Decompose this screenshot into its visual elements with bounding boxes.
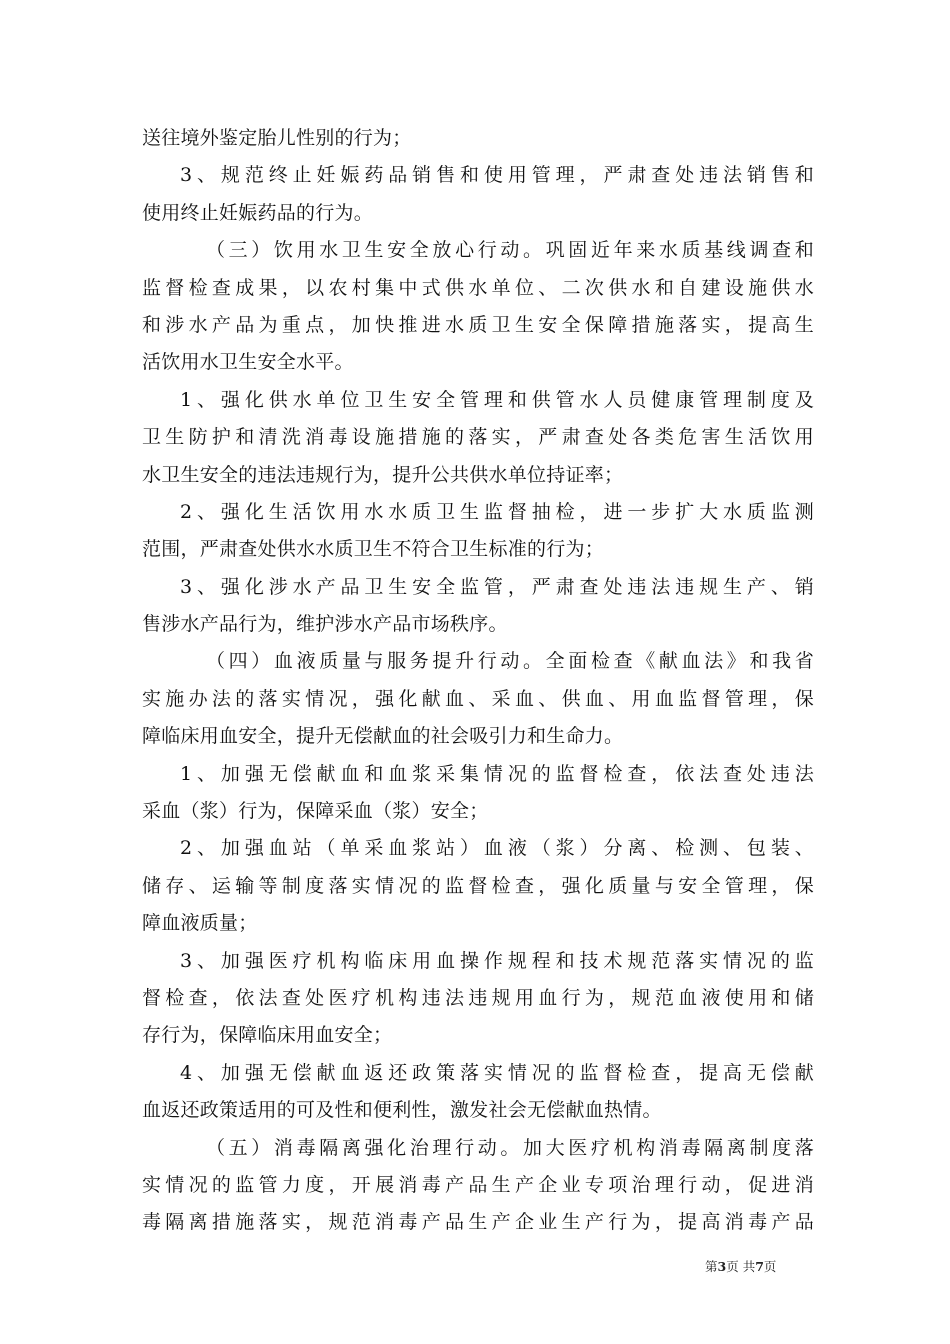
text-line: 1、强化供水单位卫生安全管理和供管水人员健康管理制度及 <box>180 388 814 411</box>
text-line: 2、加强血站（单采血浆站）血液（浆）分离、检测、包装、 <box>180 837 814 860</box>
text-line: 3、规范终止妊娠药品销售和使用管理，严肃查处违法销售和 <box>180 164 814 187</box>
text-line: 存行为，保障临床用血安全； <box>142 1024 393 1047</box>
text-line: 储存、运输等制度落实情况的监督检查，强化质量与安全管理，保 <box>142 874 814 897</box>
text-line: 1、加强无偿献血和血浆采集情况的监督检查，依法查处违法 <box>180 762 814 785</box>
text-line: 水卫生安全的违法违规行为，提升公共供水单位持证率； <box>142 463 624 486</box>
footer-suffix: 页 <box>763 1259 777 1274</box>
text-line: 监督检查成果，以农村集中式供水单位、二次供水和自建设施供水 <box>142 276 814 299</box>
current-page-number: 3 <box>717 1259 727 1274</box>
text-line: 和涉水产品为重点，加快推进水质卫生安全保障措施落实，提高生 <box>142 313 814 336</box>
text-line: 采血（浆）行为，保障采血（浆）安全； <box>142 800 489 823</box>
text-line: 范围，严肃查处供水水质卫生不符合卫生标准的行为； <box>142 538 605 561</box>
text-line: 实施办法的落实情况，强化献血、采血、供血、用血监督管理，保 <box>142 687 814 710</box>
text-line: 3、加强医疗机构临床用血操作规程和技术规范落实情况的监 <box>180 949 814 972</box>
text-line: 卫生防护和清洗消毒设施措施的落实，严肃查处各类危害生活饮用 <box>142 426 814 449</box>
text-line: 活饮用水卫生安全水平。 <box>142 351 354 374</box>
text-line: 2、强化生活饮用水水质卫生监督抽检，进一步扩大水质监测 <box>180 500 814 523</box>
text-line: 实情况的监管力度，开展消毒产品生产企业专项治理行动，促进消 <box>142 1173 814 1196</box>
text-line: 毒隔离措施落实，规范消毒产品生产企业生产行为，提高消毒产品 <box>142 1211 814 1234</box>
text-line: 障血液质量； <box>142 912 258 935</box>
total-pages-number: 7 <box>755 1259 764 1274</box>
page-number-footer <box>705 1257 776 1275</box>
text-line: 障临床用血安全，提升无偿献血的社会吸引力和生命力。 <box>142 725 624 748</box>
section-heading-line: （四）血液质量与服务提升行动。全面检查《献血法》和我省 <box>206 650 814 673</box>
text-line: 督检查，依法查处医疗机构违法违规用血行为，规范血液使用和储 <box>142 986 814 1009</box>
footer-middle: 页 共 <box>726 1259 756 1274</box>
text-line: 售涉水产品行为，维护涉水产品市场秩序。 <box>142 613 508 636</box>
text-line: 送往境外鉴定胎儿性别的行为； <box>142 127 412 149</box>
text-line: 使用终止妊娠药品的行为。 <box>142 201 374 224</box>
section-heading-line: （五）消毒隔离强化治理行动。加大医疗机构消毒隔离制度落 <box>206 1136 814 1159</box>
section-heading-line: （三）饮用水卫生安全放心行动。巩固近年来水质基线调查和 <box>206 239 814 262</box>
text-line: 4、加强无偿献血返还政策落实情况的监督检查，提高无偿献 <box>180 1061 814 1084</box>
text-line: 3、强化涉水产品卫生安全监管，严肃查处违法违规生产、销 <box>180 575 814 598</box>
document-body <box>142 120 814 1242</box>
text-line: 血返还政策适用的可及性和便利性，激发社会无偿献血热情。 <box>142 1099 662 1122</box>
footer-prefix: 第 <box>705 1259 718 1274</box>
